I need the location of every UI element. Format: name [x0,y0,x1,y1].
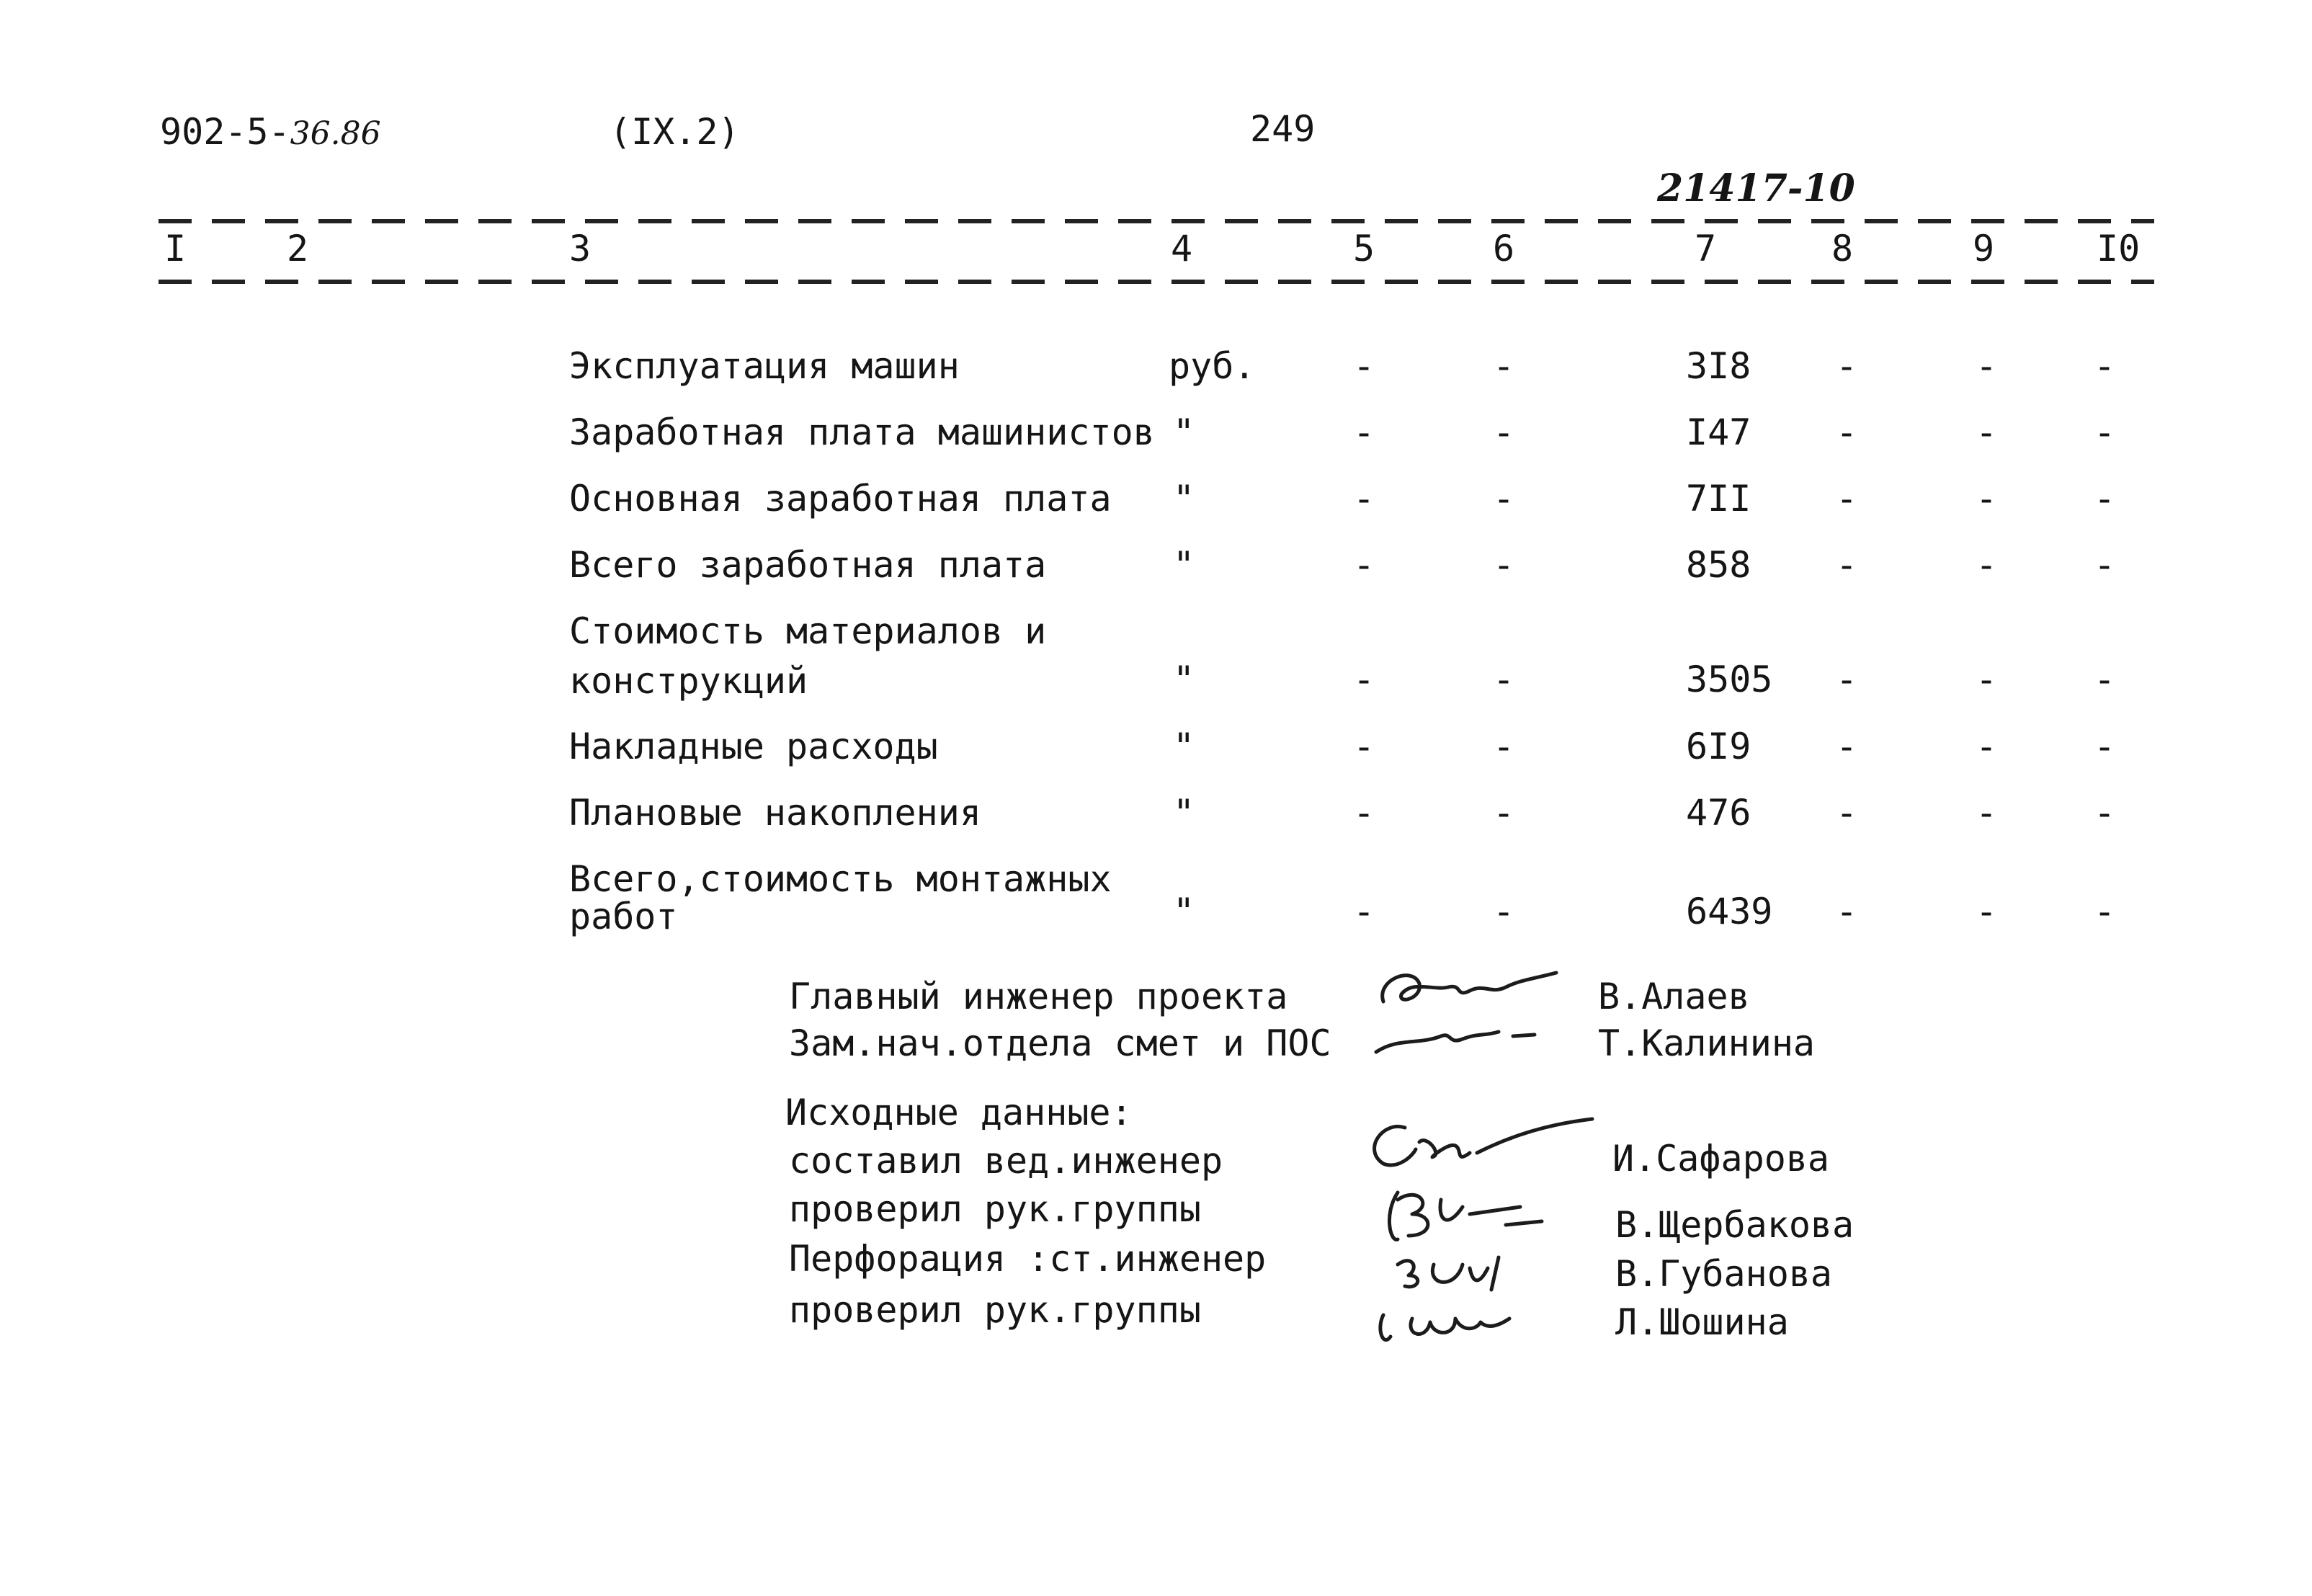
signature-safarova [1354,1113,1599,1351]
col-num-6: 6 [1493,228,1515,269]
cell-col10: - [2094,659,2116,700]
row-name: Плановые накопления [569,792,981,834]
cell-col10: - [2094,345,2116,387]
row-name: Накладные расходы [569,726,938,767]
cell-col9: - [1976,544,1998,586]
col-num-4: 4 [1171,228,1193,269]
chief-engineer-name: В.Алаев [1598,976,1750,1017]
perforation-role: Перфорация :ст.инженер [789,1238,1267,1280]
row-unit: " [1173,726,1195,767]
cell-col7: 858 [1686,544,1751,586]
cell-col6: - [1493,411,1515,453]
row-unit: " [1173,544,1195,586]
checked1-name: В.Щербакова [1615,1204,1854,1246]
row-name: Заработная плата машинистов [569,411,1155,453]
cell-col10: - [2094,726,2116,767]
cell-col9: - [1976,726,1998,767]
row-unit: " [1173,411,1195,453]
header-rule-top [159,219,2154,223]
cell-col5: - [1353,345,1375,387]
cell-col5: - [1353,544,1375,586]
cell-col9: - [1976,659,1998,700]
col-num-3: 3 [569,228,592,269]
cell-col8: - [1836,478,1858,520]
cell-col10: - [2094,478,2116,520]
cell-col7: 7II [1686,478,1751,520]
cell-col9: - [1976,478,1998,520]
cell-col5: - [1353,726,1375,767]
col-num-5: 5 [1353,228,1375,269]
cell-col6: - [1493,792,1515,834]
cell-col5: - [1353,411,1375,453]
cell-col7: 6439 [1686,891,1773,932]
col-num-7: 7 [1695,228,1717,269]
col-num-2: 2 [287,228,309,269]
cell-col7: 476 [1686,792,1751,834]
page-number: 249 [1250,108,1316,150]
checked2-name: Л.Шошина [1615,1301,1789,1343]
deputy-head-name: Т.Калинина [1598,1022,1816,1064]
cell-col9: - [1976,792,1998,834]
doc-code-printed: 902-5- [160,111,290,153]
cell-col8: - [1836,726,1858,767]
section-number: (IX.2) [610,111,740,153]
row-unit: " [1173,659,1195,700]
stamp-number: 21417-10 [1657,166,1855,210]
col-num-10: I0 [2097,228,2141,269]
cell-col5: - [1353,478,1375,520]
row-unit: " [1173,891,1195,932]
chief-engineer-role: Главный инженер проекта [789,976,1288,1017]
cell-col5: - [1353,792,1375,834]
cell-col7: I47 [1686,411,1751,453]
cell-col7: 3I8 [1686,345,1751,387]
cell-col8: - [1836,659,1858,700]
cell-col8: - [1836,544,1858,586]
header-rule-bottom [159,280,2154,284]
cell-col8: - [1836,792,1858,834]
deputy-head-role: Зам.нач.отдела смет и ПОС [789,1022,1331,1064]
col-num-9: 9 [1973,228,1995,269]
row-unit: " [1173,792,1195,834]
cell-col6: - [1493,659,1515,700]
cell-col6: - [1493,478,1515,520]
cell-col8: - [1836,345,1858,387]
cell-col10: - [2094,411,2116,453]
perforation-name: В.Губанова [1615,1253,1833,1295]
cell-col6: - [1493,891,1515,932]
source-data-heading: Исходные данные: [785,1092,1133,1133]
cell-col6: - [1493,726,1515,767]
cell-col7: 6I9 [1686,726,1751,767]
doc-code-handwritten: 36.86 [290,115,381,152]
cell-col10: - [2094,891,2116,932]
col-num-8: 8 [1831,228,1854,269]
cell-col5: - [1353,659,1375,700]
cell-col10: - [2094,544,2116,586]
row-unit: " [1173,478,1195,520]
row-name: Всего заработная плата [569,544,1047,586]
row-unit: руб. [1169,345,1256,387]
cell-col9: - [1976,345,1998,387]
checked1-role: проверил рук.группы [789,1188,1201,1230]
cell-col9: - [1976,891,1998,932]
cell-col9: - [1976,411,1998,453]
cell-col8: - [1836,891,1858,932]
signature-alaev [1369,951,1571,1066]
cell-col6: - [1493,544,1515,586]
row-name: конструкций [569,660,808,702]
checked2-role: проверил рук.группы [789,1289,1201,1331]
row-name-line1: Стоимость материалов и [569,610,1047,652]
compiled-name: И.Сафарова [1612,1138,1830,1180]
cell-col6: - [1493,345,1515,387]
compiled-role: составил вед.инженер [789,1140,1223,1182]
cell-col5: - [1353,891,1375,932]
row-name: работ [569,896,678,937]
col-num-1: I [164,228,187,269]
row-name: Основная заработная плата [569,478,1112,520]
cell-col10: - [2094,792,2116,834]
row-name: Эксплуатация машин [569,345,960,387]
cell-col8: - [1836,411,1858,453]
doc-code [160,111,381,153]
row-name-line1: Всего,стоимость монтажных [569,858,1112,900]
cell-col7: 3505 [1686,659,1773,700]
